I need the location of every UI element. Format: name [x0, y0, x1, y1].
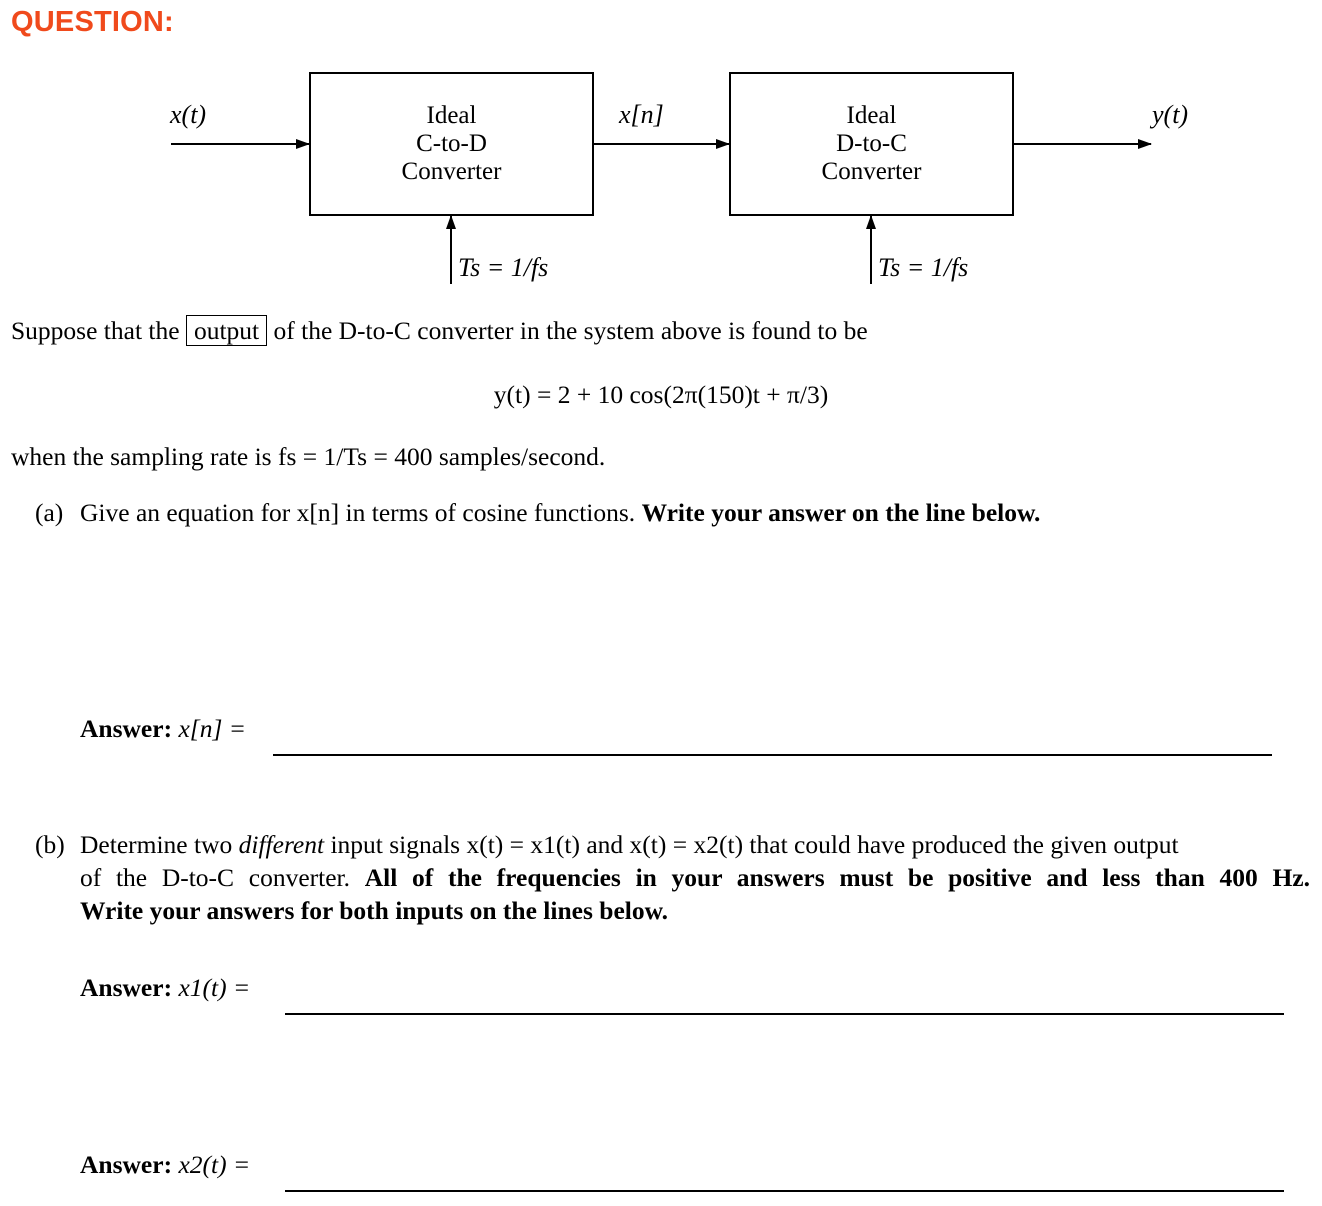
- block1-line2: C-to-D: [416, 130, 487, 157]
- part-b-label: (b): [35, 830, 65, 859]
- output-equation: [0, 378, 1322, 411]
- block2-line2: D-to-C: [836, 130, 907, 157]
- part-b-different: different: [238, 830, 325, 859]
- answer-b2-blank-line[interactable]: [285, 1190, 1284, 1192]
- c-to-d-converter-block: [309, 72, 594, 216]
- answer-b2-label: Answer:: [80, 1150, 173, 1179]
- answer-b2-var: x2(t) =: [178, 1150, 251, 1179]
- part-b-text-1: Determine two: [80, 830, 233, 859]
- part-a-question: [80, 496, 1040, 529]
- answer-b1-blank-line[interactable]: [285, 1013, 1284, 1015]
- sampling-rate-sentence: when the sampling rate is fs = 1/Ts = 400 samples/second.: [11, 442, 606, 471]
- input-signal-label: x(t): [170, 100, 207, 129]
- answer-a-label: Answer:: [80, 714, 173, 743]
- d-to-c-converter-block: [729, 72, 1014, 216]
- answer-a-var: x[n] =: [178, 714, 246, 743]
- part-b-bold-1: All of the frequencies in your answers must be positive and less than 400 Hz.: [364, 863, 1310, 892]
- intro-before: Suppose that the: [11, 316, 180, 345]
- part-b-text-2: input signals x(t) = x1(t) and x(t) = x2(t) that could have produced the given output: [330, 830, 1179, 859]
- part-b-bold-2: Write your answers for both inputs on the lines below.: [80, 896, 668, 925]
- answer-b2: [80, 1148, 250, 1181]
- answer-b1-label: Answer:: [80, 973, 173, 1002]
- part-a-label: (a): [35, 498, 64, 527]
- intro-after: of the D-to-C converter in the system above is found to be: [273, 316, 868, 345]
- mid-signal-label: x[n]: [619, 100, 664, 129]
- part-a-text: Give an equation for x[n] in terms of cosine functions.: [80, 498, 636, 527]
- answer-a: [80, 712, 246, 745]
- part-b-line-3: [80, 894, 668, 927]
- block2-line3: Converter: [821, 158, 922, 185]
- question-heading: QUESTION:: [11, 6, 174, 38]
- part-b-line-2: [80, 861, 1310, 894]
- answer-b1-var: x1(t) =: [178, 973, 251, 1002]
- part-b-line-1: [80, 828, 1179, 861]
- equation-text: y(t) = 2 + 10 cos(2π(150)t + π/3): [493, 380, 829, 409]
- sampling-period-label-1: Ts = 1/fs: [458, 253, 549, 282]
- block1-line1: Ideal: [426, 102, 477, 129]
- intro-sentence: [11, 314, 868, 347]
- part-a-instruction: Write your answer on the line below.: [641, 498, 1041, 527]
- answer-b1: [80, 971, 250, 1004]
- output-signal-label: y(t): [1152, 100, 1189, 129]
- output-boxed-word: output: [186, 315, 267, 346]
- answer-a-blank-line[interactable]: [273, 754, 1272, 756]
- block1-line3: Converter: [401, 158, 502, 185]
- part-b-text-3: of the D-to-C converter.: [80, 863, 351, 892]
- block2-line1: Ideal: [846, 102, 897, 129]
- block-diagram: [0, 0, 1322, 300]
- sampling-period-label-2: Ts = 1/fs: [878, 253, 969, 282]
